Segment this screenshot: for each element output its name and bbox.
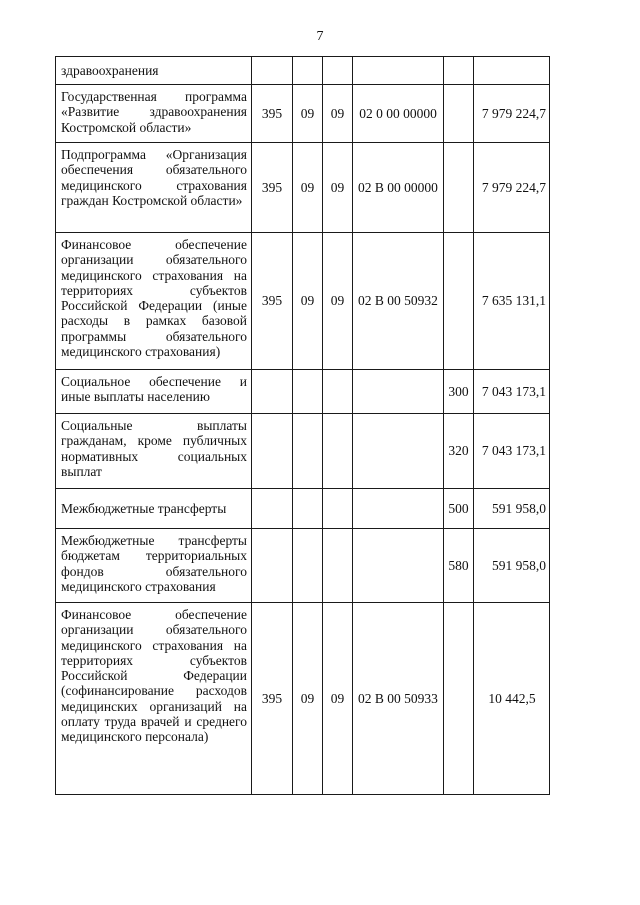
expense-type-code xyxy=(444,85,474,143)
ministry-code: 395 xyxy=(252,233,293,370)
section-code xyxy=(293,529,323,603)
ministry-code xyxy=(252,489,293,529)
ministry-code: 395 xyxy=(252,85,293,143)
subsection-code: 09 xyxy=(323,143,353,233)
amount: 7 043 173,1 xyxy=(474,414,550,489)
section-code: 09 xyxy=(293,603,323,795)
row-name: Социальные выплаты гражданам, кроме публичных нормативных социальных выплат xyxy=(56,414,252,489)
subsection-code xyxy=(323,370,353,414)
expense-type-code: 300 xyxy=(444,370,474,414)
amount: 591 958,0 xyxy=(474,529,550,603)
expense-type-code xyxy=(444,143,474,233)
amount: 10 442,5 xyxy=(474,603,550,795)
section-code xyxy=(293,370,323,414)
amount: 7 043 173,1 xyxy=(474,370,550,414)
target-item-code xyxy=(353,414,444,489)
row-name: Финансовое обеспечение организации обязательного медицинского страхования на территориях субъектов Российской Федерации (иные расходы в рамках базовой программы обязательного медицинского страхования) xyxy=(56,233,252,370)
table-row xyxy=(56,85,550,143)
row-name: Социальное обеспечение и иные выплаты населению xyxy=(56,370,252,414)
target-item-code: 02 В 00 50933 xyxy=(353,603,444,795)
expense-type-code: 500 xyxy=(444,489,474,529)
row-name: здравоохранения xyxy=(56,57,252,85)
amount: 591 958,0 xyxy=(474,489,550,529)
ministry-code xyxy=(252,529,293,603)
target-item-code xyxy=(353,489,444,529)
ministry-code: 395 xyxy=(252,603,293,795)
row-name: Подпрограмма «Организация обеспечения обязательного медицинского страхования граждан Костромской области» xyxy=(56,143,252,233)
expense-type-code xyxy=(444,57,474,85)
table-row xyxy=(56,489,550,529)
subsection-code xyxy=(323,529,353,603)
subsection-code xyxy=(323,489,353,529)
amount xyxy=(474,57,550,85)
section-code xyxy=(293,489,323,529)
amount: 7 979 224,7 xyxy=(474,85,550,143)
subsection-code: 09 xyxy=(323,233,353,370)
target-item-code xyxy=(353,57,444,85)
row-name: Межбюджетные трансферты бюджетам территориальных фондов обязательного медицинского страхования xyxy=(56,529,252,603)
table-row xyxy=(56,414,550,489)
subsection-code: 09 xyxy=(323,85,353,143)
target-item-code: 02 0 00 00000 xyxy=(353,85,444,143)
ministry-code xyxy=(252,414,293,489)
section-code xyxy=(293,57,323,85)
target-item-code xyxy=(353,529,444,603)
table-row xyxy=(56,529,550,603)
subsection-code: 09 xyxy=(323,603,353,795)
ministry-code xyxy=(252,57,293,85)
target-item-code: 02 В 00 50932 xyxy=(353,233,444,370)
amount: 7 635 131,1 xyxy=(474,233,550,370)
section-code: 09 xyxy=(293,85,323,143)
table-row xyxy=(56,233,550,370)
section-code: 09 xyxy=(293,233,323,370)
section-code xyxy=(293,414,323,489)
table-row xyxy=(56,603,550,795)
expense-type-code: 580 xyxy=(444,529,474,603)
subsection-code xyxy=(323,414,353,489)
section-code: 09 xyxy=(293,143,323,233)
row-name: Межбюджетные трансферты xyxy=(56,489,252,529)
page-number: 7 xyxy=(316,29,324,44)
row-name: Государственная программа «Развитие здравоохранения Костромской области» xyxy=(56,85,252,143)
table-row xyxy=(56,57,550,85)
expense-type-code xyxy=(444,233,474,370)
budget-table xyxy=(55,56,550,795)
ministry-code xyxy=(252,370,293,414)
expense-type-code: 320 xyxy=(444,414,474,489)
table-row xyxy=(56,370,550,414)
amount: 7 979 224,7 xyxy=(474,143,550,233)
expense-type-code xyxy=(444,603,474,795)
target-item-code xyxy=(353,370,444,414)
ministry-code: 395 xyxy=(252,143,293,233)
table-row xyxy=(56,143,550,233)
target-item-code: 02 В 00 00000 xyxy=(353,143,444,233)
row-name: Финансовое обеспечение организации обязательного медицинского страхования на территориях субъектов Российской Федерации (софинансирование расходов медицинских организаций на оплату труда врачей и среднего медицинского персонала) xyxy=(56,603,252,795)
subsection-code xyxy=(323,57,353,85)
